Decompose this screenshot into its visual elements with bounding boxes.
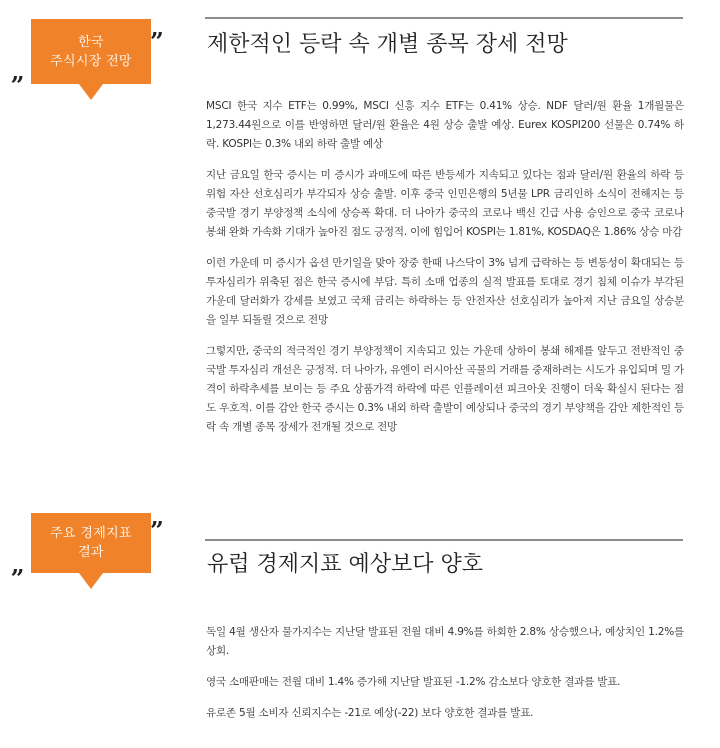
body-paragraph: 이런 가운데 미 증시가 옵션 만기일을 맞아 장중 한때 나스닥이 3% 넘게 급락하는 등 변동성이 확대되는 등 투자심리가 위축된 점은 한국 증시에 부담. 특히 소매 업종의 실적 발표를 토대로 경기 침체 이슈가 부각된 가운데 달러화가 강세를 보였고 국채 금리는 하락하는 등 안전자산 선호심리가 높아져 지난 금요일 상승분을 일부 되돌릴 것으로 전망 — [206, 257, 684, 326]
close-quote-mark: ” — [150, 27, 164, 56]
close-quote-mark: ” — [150, 516, 164, 545]
body-paragraph: 독일 4월 생산자 물가지수는 지난달 발표된 전월 대비 4.9%를 하회한 2.8% 상승했으나, 예상치인 1.2%를 상회. — [206, 626, 684, 657]
body-paragraph: 영국 소매판매는 전월 대비 1.4% 증가해 지난달 발표된 -1.2% 감소보다 양호한 결과를 발표. — [206, 676, 621, 688]
section-tag-line1: 주요 경제지표 — [50, 526, 132, 541]
section-headline: 제한적인 등락 속 개별 종목 장세 전망 — [207, 32, 568, 57]
body-paragraph: 그렇지만, 중국의 적극적인 경기 부양정책이 지속되고 있는 가운데 상하이 봉쇄 해제를 앞두고 전반적인 중국발 투자심리 개선은 긍정적. 더 나아가, 유엔이 러시아산 곡물의 거래를 중재하려는 시도가 유입되며 밀 가격이 하락추세를 보이는 등 주요 상품가격 하락에 따른 인플레이션 피크아웃 진행이 더욱 확실시 된다는 점도 우호적. 이를 감안 한국 증시는 0.3% 내외 하락 출발이 예상되나 중국의 경기 부양책을 감안 제한적인 등락 속 개별 종목 장세가 전개될 것으로 전망 — [206, 345, 684, 433]
body-paragraph: 유로존 5월 소비자 신뢰지수는 -21로 예상(-22) 보다 양호한 결과를 발표. — [206, 707, 534, 719]
headline-divider — [205, 539, 683, 541]
section-tag — [31, 19, 151, 84]
open-quote-mark: „ — [11, 550, 25, 579]
section-tag-line2: 주식시장 전망 — [50, 53, 132, 69]
open-quote-mark: „ — [11, 57, 25, 86]
section-body — [206, 623, 684, 735]
headline-divider — [205, 17, 683, 19]
section-tag-line2: 결과 — [78, 545, 104, 560]
section-tag — [31, 513, 151, 573]
section-headline: 유럽 경제지표 예상보다 양호 — [207, 552, 484, 577]
body-paragraph: 지난 금요일 한국 증시는 미 증시가 과매도에 따른 반등세가 지속되고 있다는 점과 달러/원 환율의 하락 등 위험 자산 선호심리가 부각되자 상승 출발. 이후 중국 인민은행의 5년물 LPR 금리인하 소식이 전해지는 등 중국발 경기 부양정책 소식에 상승폭 확대. 더 나아가 중국의 코로나 백신 긴급 사용 승인으로 중국 코로나 봉쇄 완화 가속화 기대가 높아진 점도 긍정적. 이에 힘입어 KOSPI는 1.81%, KOSDAQ은 1.86% 상승 마감 — [206, 169, 684, 238]
economic-indicators-section — [0, 503, 720, 748]
body-paragraph: MSCI 한국 지수 ETF는 0.99%, MSCI 신흥 지수 ETF는 0.41% 상승. NDF 달러/원 환율 1개월물은 1,273.44원으로 이를 반영하면 달러/원 환율은 4원 상승 출발 예상. Eurex KOSPI200 선물은 0.74% 하락. KOSPI는 0.3% 내외 하락 출발 예상 — [206, 100, 684, 150]
section-tag-line1: 한국 — [78, 34, 104, 50]
section-body — [206, 97, 684, 449]
